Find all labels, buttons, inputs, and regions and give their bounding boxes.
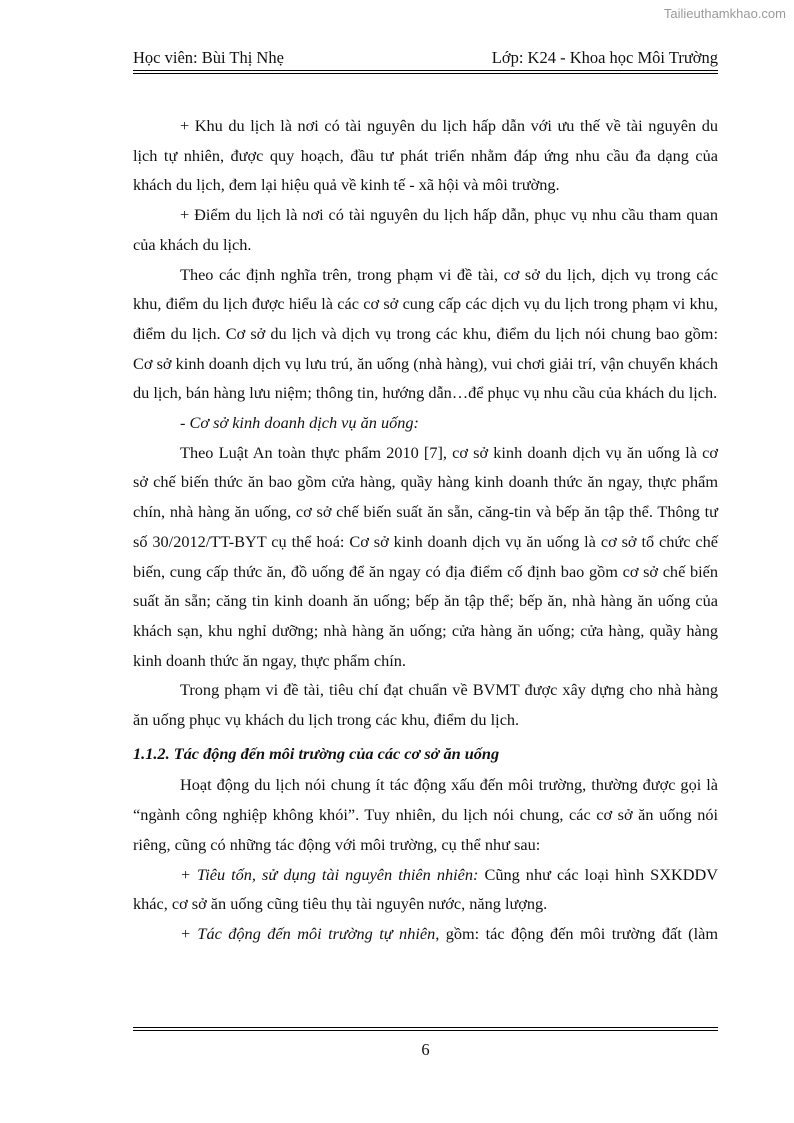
header-student: Học viên: Bùi Thị Nhẹ [133,48,284,67]
section-heading: 1.1.2. Tác động đến môi trường của các cơ sở ăn uống [133,743,500,763]
natural-environment-text: gồm: tác động đến môi trường đất (làm [439,923,718,943]
footer-divider [133,1027,718,1031]
paragraph-resource-consumption [133,860,718,919]
paragraph-scope: Trong phạm vi đề tài, tiêu chí đạt chuẩn về BVMT được xây dựng cho nhà hàng ăn uống phục vụ khách du lịch trong các khu, điểm du lịch. [133,680,718,730]
paragraph-impact-intro: Hoạt động du lịch nói chung ít tác động xấu đến môi trường, thường được gọi là “ngành công nghiệp không khói”. Tuy nhiên, du lịch nói chung, các cơ sở ăn uống nói riêng, cũng có những tác động với môi trường, cụ thể như sau: [133,775,718,854]
paragraph-tourist-area: + Khu du lịch là nơi có tài nguyên du lịch hấp dẫn với ưu thế về tài nguyên du lịch tự nhiên, được quy hoạch, đầu tư phát triển nhằm đáp ứng nhu cầu đa dạng của khách du lịch, đem lại hiệu quả về kinh tế - xã hội và môi trường. [133,116,718,195]
header-class: Lớp: K24 - Khoa học Môi Trường [491,48,718,67]
paragraph-tourist-spot: + Điểm du lịch là nơi có tài nguyên du lịch hấp dẫn, phục vụ nhu cầu tham quan của khách du lịch. [133,205,718,254]
paragraph-definitions: Theo các định nghĩa trên, trong phạm vi đề tài, cơ sở du lịch, dịch vụ trong các khu, điểm du lịch được hiểu là các cơ sở cung cấp các dịch vụ du lịch trong phạm vi khu, điểm du lịch. Cơ sở du lịch và dịch vụ trong các khu, điểm du lịch nói chung bao gồm: Cơ sở kinh doanh dịch vụ lưu trú, ăn uống (nhà hàng), vui chơi giải trí, vận chuyển khách du lịch, bán hàng lưu niệm; thông tin, hướng dẫn…để phục vụ nhu cầu của khách du lịch. [133,264,718,403]
paragraph-natural-environment [133,919,718,949]
page-number: 6 [421,1040,430,1059]
paragraph-food-safety-law: Theo Luật An toàn thực phẩm 2010 [7], cơ sở kinh doanh dịch vụ ăn uống là cơ sở chế biến thức ăn bao gồm cửa hàng, quầy hàng kinh doanh thức ăn ngay, thực phẩm chín, nhà hàng ăn uống, cơ sở chế biến suất ăn sẵn, căng-tin và bếp ăn tập thể. Thông tư số 30/2012/TT-BYT cụ thể hoá: Cơ sở kinh doanh dịch vụ ăn uống là cơ sở tổ chức chế biến, cung cấp thức ăn, đồ uống để ăn ngay có địa điểm cố định bao gồm cơ sở chế biến suất ăn sẵn; căng tin kinh doanh ăn uống; bếp ăn tập thể; bếp ăn, nhà hàng ăn uống của khách sạn, khu nghỉ dưỡng; nhà hàng ăn uống; cửa hàng ăn uống; cửa hàng, quầy hàng kinh doanh thức ăn ngay, thực phẩm chín. [133,442,718,670]
paragraph-food-service-subtitle: - Cơ sở kinh doanh dịch vụ ăn uống: [180,413,419,433]
document-body [133,111,718,949]
watermark-text: Tailieuthamkhao.com [663,6,786,21]
header-divider [133,70,718,74]
resource-consumption-text: Cũng như các loại hình SXKDDV khác, cơ sở ăn uống cũng tiêu thụ tài nguyên nước, năng lượng. [133,864,718,914]
resource-consumption-label: + Tiêu tốn, sử dụng tài nguyên thiên nhiên: [180,864,479,884]
page-header [133,48,718,68]
natural-environment-label: + Tác động đến môi trường tự nhiên, [180,923,440,943]
